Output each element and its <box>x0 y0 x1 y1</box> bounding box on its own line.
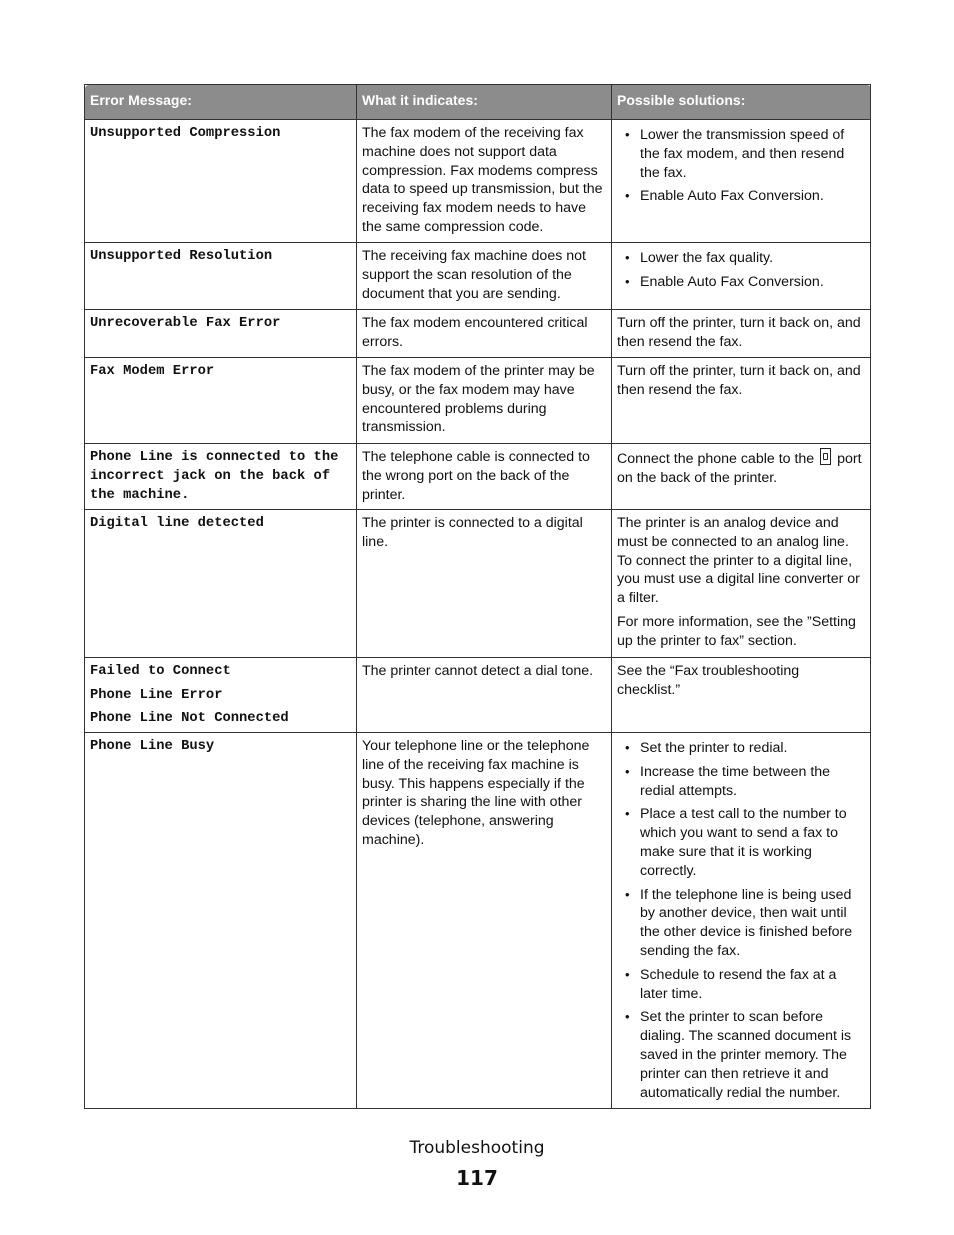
list-item <box>617 126 866 182</box>
table-body <box>85 120 871 1109</box>
bullet-icon: • <box>625 966 630 982</box>
error-message: Failed to Connect <box>90 664 231 679</box>
solutions-cell <box>612 510 871 658</box>
line-port-icon <box>820 448 831 465</box>
error-message: Unsupported Compression <box>90 126 281 141</box>
bullet-icon: • <box>625 806 630 822</box>
list-item <box>617 763 866 801</box>
indicates-cell: Your telephone line or the telephone line of the receiving fax machine is busy. This happens especially if the printer is sharing the line with other devices (telephone, answering machine). <box>357 733 612 1109</box>
solution-text <box>617 448 866 488</box>
header-possible-solutions: Possible solutions: <box>612 85 871 120</box>
solution-text: Lower the transmission speed of the fax modem, and then resend the fax. <box>640 127 845 181</box>
indicates-cell: The fax modem of the printer may be busy, or the fax modem may have encountered problems during transmission. <box>357 358 612 444</box>
error-message: Phone Line is connected to the incorrect jack on the back of the machine. <box>90 450 347 503</box>
fax-error-table <box>84 84 871 1109</box>
indicates-cell: The printer is connected to a digital line. <box>357 510 612 658</box>
list-item <box>617 187 866 206</box>
header-error-message: Error Message: <box>85 85 357 120</box>
error-message-cell <box>85 358 357 444</box>
solution-text: Increase the time between the redial attempts. <box>640 763 831 799</box>
solutions-list <box>617 739 866 1102</box>
bullet-icon: • <box>625 188 630 204</box>
error-message-cell <box>85 444 357 510</box>
bullet-icon: • <box>625 1009 630 1025</box>
bullet-icon: • <box>625 127 630 142</box>
solutions-cell <box>612 733 871 1109</box>
solution-text: Schedule to resend the fax at a later time. <box>640 966 837 1002</box>
solutions-cell <box>612 120 871 243</box>
error-message-cell <box>85 243 357 310</box>
error-message: Fax Modem Error <box>90 364 215 379</box>
solution-text: Turn off the printer, turn it back on, and then resend the fax. <box>617 363 861 398</box>
solution-text: If the telephone line is being used by another device, then wait until the other device is finished before sending the fax. <box>640 886 853 959</box>
list-item <box>617 886 866 961</box>
solutions-list <box>617 126 866 206</box>
solutions-cell <box>612 358 871 444</box>
list-item <box>617 805 866 880</box>
indicates-cell: The printer cannot detect a dial tone. <box>357 658 612 733</box>
solution-text: Turn off the printer, turn it back on, and then resend the fax. <box>617 315 861 350</box>
error-message: Digital line detected <box>90 516 264 531</box>
solutions-list <box>617 249 866 292</box>
header-what-it-indicates: What it indicates: <box>357 85 612 120</box>
error-message: Phone Line Error <box>90 687 223 703</box>
page-number: 117 <box>456 1166 498 1190</box>
indicates-cell: The receiving fax machine does not support the scan resolution of the document that you are sending. <box>357 243 612 310</box>
error-message-cell <box>85 658 357 733</box>
bullet-icon: • <box>625 740 630 755</box>
error-message: Phone Line Not Connected <box>90 711 289 726</box>
solution-text: Lower the fax quality. <box>640 250 774 266</box>
error-message: Unrecoverable Fax Error <box>90 316 281 331</box>
bullet-icon: • <box>625 250 630 265</box>
footer-section-title: Troubleshooting <box>409 1138 545 1158</box>
table-row <box>85 358 871 444</box>
error-message: Unsupported Resolution <box>90 249 273 264</box>
table-row <box>85 658 871 733</box>
indicates-cell: The telephone cable is connected to the wrong port on the back of the printer. <box>357 444 612 510</box>
list-item <box>617 966 866 1004</box>
error-message: Phone Line Busy <box>90 739 215 754</box>
solution-text-after: port on the back of the printer. <box>617 451 862 486</box>
error-message-cell <box>85 310 357 358</box>
solution-text: Set the printer to scan before dialing. The scanned document is saved in the printer memory. The printer can then retrieve it and automatically redial the number. <box>640 1009 852 1101</box>
indicates-cell: The fax modem of the receiving fax machine does not support data compression. Fax modems compress data to speed up transmission, but the receiving fax modem needs to have the same compression code. <box>357 120 612 243</box>
table-row <box>85 444 871 510</box>
solution-text: Set the printer to redial. <box>640 740 788 756</box>
list-item <box>617 1008 866 1102</box>
solution-text: Enable Auto Fax Conversion. <box>640 188 824 205</box>
list-item <box>617 739 866 758</box>
solution-text: See the “Fax troubleshooting checklist.” <box>617 663 800 698</box>
bullet-icon: • <box>625 763 630 779</box>
solution-text: The printer is an analog device and must be connected to an analog line. To connect the printer to a digital line, you must use a digital line converter or a filter. <box>617 515 860 607</box>
list-item <box>617 273 866 292</box>
solutions-cell <box>612 444 871 510</box>
table-row <box>85 510 871 658</box>
bullet-icon: • <box>625 886 630 902</box>
table-row <box>85 243 871 310</box>
solution-text-before: Connect the phone cable to the <box>617 451 815 467</box>
solutions-cell <box>612 658 871 733</box>
error-message-cell <box>85 120 357 243</box>
error-message-cell <box>85 733 357 1109</box>
table-row <box>85 310 871 358</box>
bullet-icon: • <box>625 273 630 289</box>
table-row <box>85 733 871 1109</box>
error-message-cell <box>85 510 357 658</box>
table-header <box>85 85 871 120</box>
solutions-cell <box>612 243 871 310</box>
solutions-cell <box>612 310 871 358</box>
table-row <box>85 120 871 243</box>
list-item <box>617 249 866 268</box>
solution-text: Place a test call to the number to which you want to send a fax to make sure that it is working correctly. <box>640 806 847 879</box>
header-row <box>85 85 871 120</box>
indicates-cell: The fax modem encountered critical errors. <box>357 310 612 358</box>
solution-text: For more information, see the ”Setting up the printer to fax” section. <box>617 613 856 649</box>
solution-text: Enable Auto Fax Conversion. <box>640 273 824 290</box>
